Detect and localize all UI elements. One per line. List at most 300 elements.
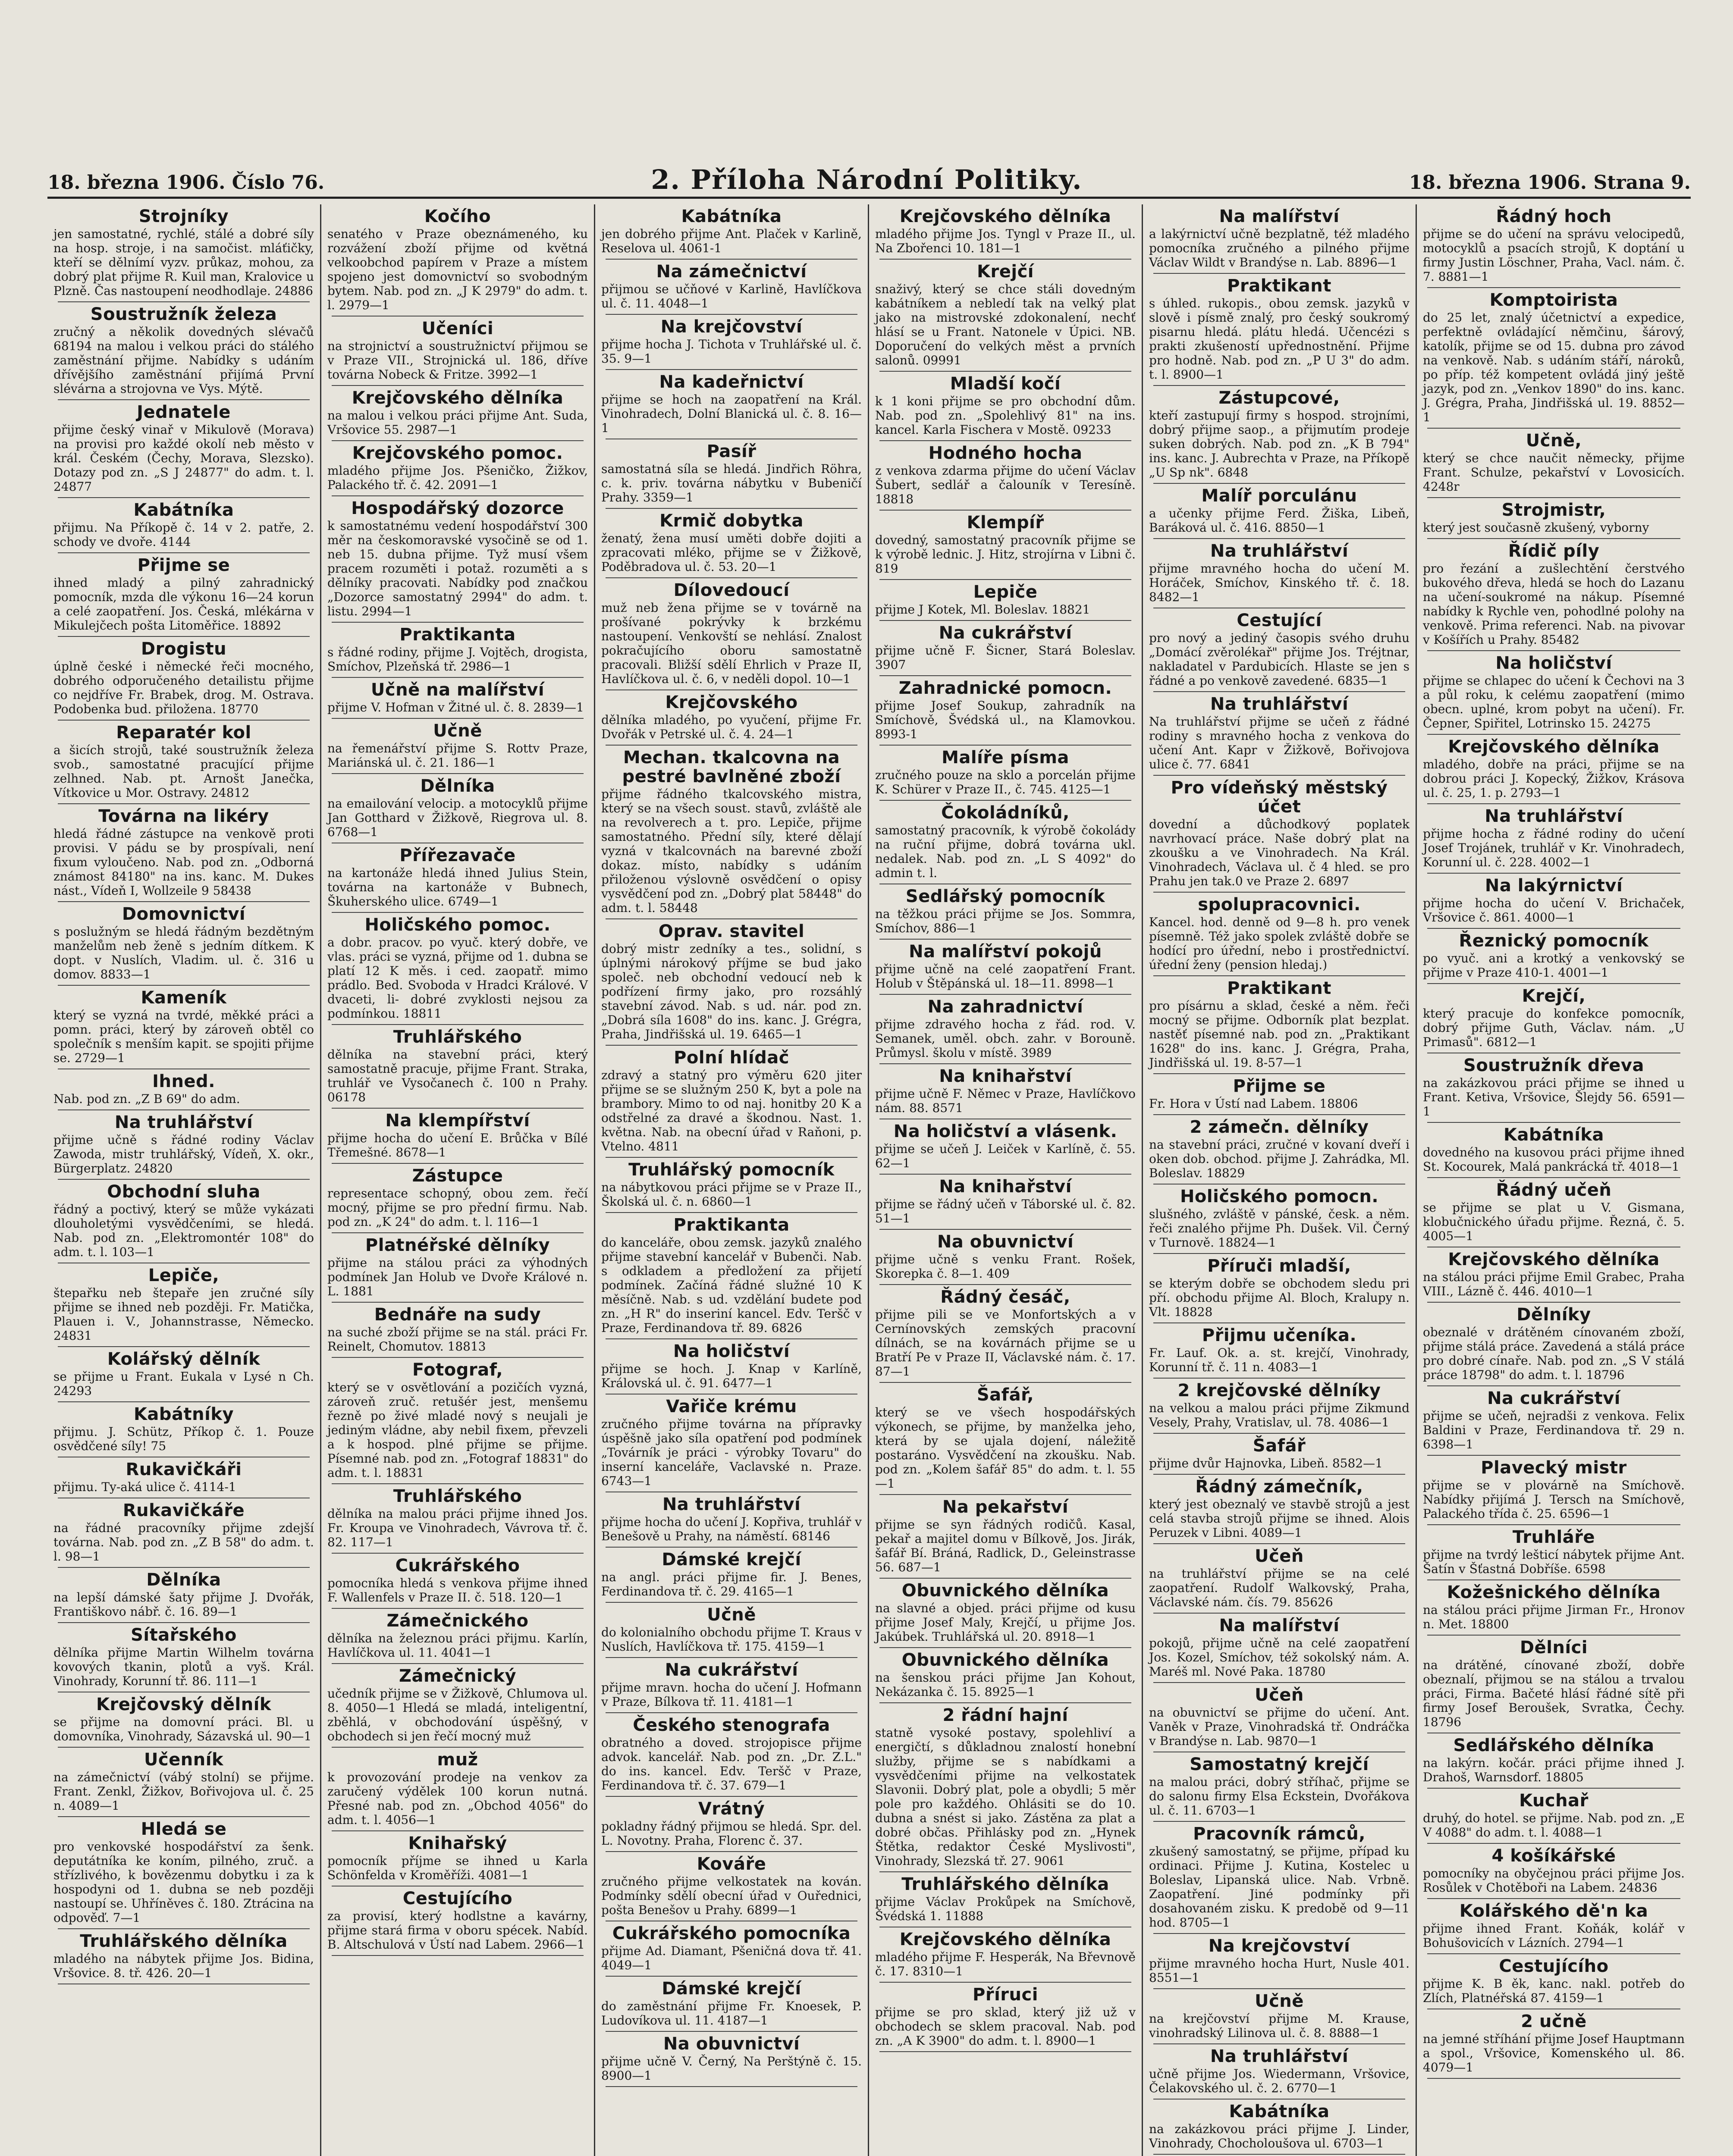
classified-ad bbox=[327, 207, 588, 312]
ad-heading: Plavecký mistr bbox=[1481, 1458, 1627, 1478]
ad-body: s úhled. rukopis., obou zemsk. jazyků v slově i písmě znalý, pro český soukromý pisarnu hledá. plátu hledá. Učencézi s prakti zkušeností upřednostnění. Přijme pro hodně. Nab. pod zn. „P U 3" do adm. t. l. 8900—1 bbox=[1149, 296, 1410, 382]
classified-ad bbox=[327, 319, 588, 382]
classified-ad bbox=[875, 1498, 1136, 1574]
ad-body: se přijme na domovní práci. Bl. u domovníka, Vinohrady, Sázavská ul. 90—1 bbox=[53, 1715, 314, 1743]
ad-body: se přijme se plat u V. Gismana, klobučnického úřadu přijme. Řezná, č. 5. 4005—1 bbox=[1423, 1200, 1685, 1243]
ad-heading: Pracovník rámců, bbox=[1193, 1824, 1366, 1844]
ad-body: který se chce naučit německy, přijme Frant. Schulze, pekařství v Lovosicích. 4248r bbox=[1423, 451, 1685, 494]
classified-ad bbox=[601, 1216, 862, 1335]
ad-heading: 2 učně bbox=[1521, 2012, 1587, 2031]
ad-body: na zakázkovou práci přijme J. Linder, Vinohrady, Chocholoušova ul. 6703—1 bbox=[1149, 2122, 1410, 2150]
classified-ad bbox=[327, 721, 588, 770]
ad-heading: Kováře bbox=[697, 1854, 766, 1874]
ad-body: statně vysoké postavy, spolehliví a energičtí, s důkladnou znalostí honební služby, přijme se s nabídkami a vysvědčeními přijme na velkostatek Slavonii. Dobrý plat, pole a obydli; 5 měr pole pro každého. Ohlásiti se do 10. dubna a snést si jako. Zástěna za plat a dobré občas. Přihlásky pod zn. „Hynek Štětka, redaktor České Myslivosti", Vinohrady, Slezská tř. 27. 9061 bbox=[875, 1726, 1136, 1868]
ad-heading: Na malířství pokojů bbox=[909, 942, 1102, 962]
ad-divider bbox=[606, 1657, 857, 1658]
ad-heading: Pasíř bbox=[706, 442, 757, 461]
ad-heading: Malíř porculánu bbox=[1201, 486, 1357, 506]
ad-body: dělníka mladého, po vyučení, přijme Fr. Dvořák v Petrské ul. č. 4. 24—1 bbox=[601, 713, 862, 741]
classified-ad bbox=[1149, 1077, 1410, 1111]
ad-heading: Na zámečnictví bbox=[656, 262, 807, 282]
classified-ad bbox=[1423, 737, 1685, 800]
ad-body: přijme se hoch na zaopatření na Král. Vinohradech, Dolní Blanická ul. č. 8. 16—1 bbox=[601, 392, 862, 435]
ad-divider bbox=[1153, 538, 1405, 539]
ad-divider bbox=[58, 803, 310, 804]
ad-body: obratného a doved. strojopisce přijme advok. kancelář. Nab. pod zn. „Dr. Z.L." do ins. kancel. Edv. Teršč v Praze, Ferdinandova tř. č. 37. 679—1 bbox=[601, 1736, 862, 1792]
classified-ad bbox=[1149, 1686, 1410, 1748]
ad-body: dovedný, samostatný pracovník přijme se k výrobě lednic. J. Hitz, strojírna v Libni č. 819 bbox=[875, 533, 1136, 576]
ad-heading: Lepiče, bbox=[148, 1266, 220, 1285]
classified-ad bbox=[1149, 1436, 1410, 1470]
ad-divider bbox=[1427, 928, 1680, 929]
ad-heading: Přijme se bbox=[1233, 1076, 1326, 1096]
ad-divider bbox=[879, 1647, 1131, 1648]
classified-ad bbox=[601, 2034, 862, 2083]
classified-ad bbox=[875, 444, 1136, 506]
classified-ad bbox=[1149, 1755, 1410, 1818]
ad-heading: Mladší kočí bbox=[950, 374, 1061, 394]
classified-columns bbox=[47, 204, 1691, 2156]
ad-body: přijme Josef Soukup, zahradník na Smíchově, Švédská ul., na Klamovkou. 8993-1 bbox=[875, 699, 1136, 741]
ad-divider bbox=[879, 1702, 1131, 1703]
ad-divider bbox=[332, 912, 584, 913]
ad-heading: Oprav. stavitel bbox=[658, 921, 805, 941]
ad-body: Kancel. hod. denně od 9—8 h. pro venek písemně. Též jako spolek zvláště dobře se hodící pro úřední, nebo i prostřednictví. úřední ženy (pension hledaj.) bbox=[1149, 915, 1410, 972]
classified-ad bbox=[1423, 1528, 1685, 1576]
ad-body: k 1 koni přijme se pro obchodní dům. Nab. pod zn. „Spolehlivý 81" na ins. kancel. Karla Fischera v Mostě. 09233 bbox=[875, 394, 1136, 437]
ad-divider bbox=[1427, 1635, 1680, 1636]
classified-ad bbox=[601, 1605, 862, 1654]
classified-ad bbox=[1149, 276, 1410, 382]
classified-ad bbox=[1149, 979, 1410, 1070]
ad-body: přijme ihned Frant. Koňák, kolář v Bohušovicích v Lázních. 2794—1 bbox=[1423, 1921, 1685, 1950]
ad-column bbox=[595, 204, 869, 2156]
ad-divider bbox=[879, 1982, 1131, 1983]
classified-ad bbox=[327, 1028, 588, 1104]
ad-divider bbox=[1427, 1524, 1680, 1525]
ad-heading: Na krejčovství bbox=[1208, 1936, 1350, 1956]
classified-ad bbox=[1423, 1791, 1685, 1839]
ad-body: přijme na stálou práci za výhodných podmínek Jan Holub ve Dvoře Králové n. L. 1881 bbox=[327, 1256, 588, 1298]
ad-divider bbox=[1427, 1177, 1680, 1178]
classified-ad bbox=[53, 1072, 314, 1106]
ad-heading: spolupracovnici. bbox=[1198, 895, 1361, 915]
ad-heading: Zámečnický bbox=[399, 1666, 517, 1686]
ad-heading: Továrna na likéry bbox=[98, 806, 269, 826]
classified-ad bbox=[601, 1855, 862, 1917]
ad-heading: Zástupce bbox=[412, 1166, 503, 1186]
ad-divider bbox=[58, 901, 310, 902]
ad-divider bbox=[879, 2051, 1131, 2052]
ad-heading: 2 řádní hajní bbox=[942, 1705, 1068, 1725]
ad-body: přijme se hoch. J. Knap v Karlíně, Královská ul. č. 91. 6477—1 bbox=[601, 1362, 862, 1390]
ad-heading: Cukrářského pomocníka bbox=[612, 1924, 851, 1943]
classified-ad bbox=[327, 1611, 588, 1660]
ad-divider bbox=[58, 1816, 310, 1817]
ad-body: na velkou a malou práci přijme Zikmund Vesely, Prahy, Vratislav, ul. 78. 4086—1 bbox=[1149, 1401, 1410, 1429]
ad-body: který pracuje do konfekce pomocník, dobrý přijme Guth, Václav. nám. „U Primasů". 6812—1 bbox=[1423, 1006, 1685, 1049]
ad-column bbox=[1143, 204, 1417, 2156]
ad-heading: Pro vídeňský městský účet bbox=[1171, 778, 1388, 817]
ad-divider bbox=[58, 1179, 310, 1180]
ad-body: který jest obeznalý ve stavbě strojů a jest celá stavba strojů přijme se ihned. Alois Peruzek v Libni. 4089—1 bbox=[1149, 1497, 1410, 1540]
ad-heading: Dělníka bbox=[146, 1570, 221, 1590]
ad-divider bbox=[879, 259, 1131, 260]
ad-heading: Obuvnického dělníka bbox=[901, 1581, 1109, 1601]
classified-ad bbox=[875, 1232, 1136, 1281]
ad-divider bbox=[879, 1382, 1131, 1383]
ad-divider bbox=[606, 689, 857, 690]
ad-divider bbox=[1153, 1322, 1405, 1323]
ad-heading: Na klempířství bbox=[385, 1111, 530, 1131]
ad-heading: Hospodářský dozorce bbox=[351, 498, 564, 518]
ad-body: ženatý, žena musí uměti dobře dojiti a zpracovati mléko, přijme se v Žižkově, Poděbradova ul. č. 53. 20—1 bbox=[601, 531, 862, 574]
classified-ad bbox=[53, 1932, 314, 1980]
classified-ad bbox=[53, 905, 314, 981]
ad-divider bbox=[1153, 1433, 1405, 1434]
ad-divider bbox=[1153, 2154, 1405, 2155]
ad-divider bbox=[332, 495, 584, 496]
ad-heading: Truhlářský pomocník bbox=[628, 1160, 835, 1180]
ad-heading: Rukavičkáře bbox=[122, 1501, 245, 1520]
classified-ad bbox=[1423, 1056, 1685, 1119]
ad-divider bbox=[879, 994, 1131, 995]
ad-heading: Učně bbox=[433, 721, 482, 741]
ad-divider bbox=[1427, 983, 1680, 984]
ad-heading: Rukavičkáři bbox=[126, 1460, 242, 1479]
ad-body: přijme K. B ěk, kanc. nakl. potřeb do Zlích, Platnéřská 87. 4159—1 bbox=[1423, 1977, 1685, 2005]
ad-divider bbox=[58, 1401, 310, 1402]
ad-divider bbox=[1427, 2078, 1680, 2079]
ad-divider bbox=[1427, 538, 1680, 539]
ad-heading: Přířezavače bbox=[399, 846, 516, 865]
classified-ad bbox=[327, 1834, 588, 1882]
ad-heading: Příruci bbox=[973, 1985, 1038, 2005]
ad-heading: Samostatný krejčí bbox=[1190, 1755, 1369, 1774]
ad-heading: Na kadeřnictví bbox=[659, 372, 804, 392]
classified-ad bbox=[327, 915, 588, 1021]
classified-ad bbox=[53, 1405, 314, 1453]
classified-ad bbox=[1423, 1125, 1685, 1174]
ad-divider bbox=[332, 1608, 584, 1609]
ad-body: senatého v Praze obeznámeného, ku rozvážení zboží přijme od květná velkoobchod papírem v Praze a místem spojeno jest domovnictví so svobodným bytem. Nab. pod zn. „J K 2979" do adm. t. l. 2979—1 bbox=[327, 227, 588, 312]
classified-ad bbox=[601, 1979, 862, 2028]
ad-divider bbox=[1153, 483, 1405, 484]
ad-divider bbox=[1153, 1988, 1405, 1989]
ad-body: přijme se chlapec do učení k Čechovi na 3 a půl roku, k celému zaopatření (mimo obecn. uplné, krom pobyt na učení). Fr. Čepner, Spiřitel, Lotrinsko 15. 24275 bbox=[1423, 674, 1685, 730]
ad-body: který se v osvětlování a pozičích vyzná, zároveň zruč. retušér jest, menšemu řezně po živé mladé nový s neujali je jediným vládne, aby nebil fixem, převzeli a k hospod. plné přijme se přijme. Písemné nab. pod zn. „Fotograf 18831" do adm. t. l. 18831 bbox=[327, 1380, 588, 1480]
classified-ad bbox=[53, 556, 314, 633]
ad-divider bbox=[332, 1302, 584, 1303]
classified-ad bbox=[1423, 1638, 1685, 1729]
ad-divider bbox=[1153, 1253, 1405, 1254]
ad-body: na malou práci, dobrý stříhač, přijme se do salonu firmy Elsa Eckstein, Dvořákova ul. č. 11. 6703—1 bbox=[1149, 1775, 1410, 1818]
classified-ad bbox=[1423, 431, 1685, 494]
ad-heading: Dělníka bbox=[420, 776, 495, 796]
classified-ad bbox=[601, 1550, 862, 1598]
ad-body: zdravý a statný pro výměru 620 jiter přijme se se služným 250 K, byt a pole na brambory. Mimo to od naj. honitby 20 K a odstřelné za dravé a škodnou. Nast. 1. května. Nab. na obecní úřad v Raňoni, p. Vtelno. 4811 bbox=[601, 1068, 862, 1153]
classified-ad bbox=[53, 1570, 314, 1619]
ad-body: dělníka na železnou práci přijmu. Karlín, Havlíčkova ul. 11. 4041—1 bbox=[327, 1631, 588, 1660]
ad-divider bbox=[606, 745, 857, 746]
ad-body: přijme hocha do učení V. Brichaček, Vršovice č. 861. 4000—1 bbox=[1423, 896, 1685, 924]
ad-heading: Na obuvnictví bbox=[937, 1232, 1074, 1252]
ad-heading: Platnéřské dělníky bbox=[365, 1235, 550, 1255]
classified-ad bbox=[327, 1305, 588, 1354]
ad-body: řádný a poctivý, který se může vykázati dlouholetými vysvědčeními, se hledá. Nab. pod zn. „Elektromontér 108" do adm. t. l. 103—1 bbox=[53, 1202, 314, 1259]
ad-heading: Krejčovského dělníka bbox=[899, 1930, 1111, 1949]
ad-heading: Příruči mladší, bbox=[1207, 1256, 1351, 1276]
classified-ad bbox=[875, 1651, 1136, 1699]
ad-body: přijme se v plovárně na Smíchově. Nabídky přijímá J. Tersch na Smíchově, Palackého třída č. 25. 6596—1 bbox=[1423, 1478, 1685, 1521]
ad-body: Na truhlářství přijme se učeň z řádné rodiny s mravného hocha z venkova do učení Ant. Kapr v Žižkově, Bořivojova ulice č. 77. 6841 bbox=[1149, 714, 1410, 771]
ad-divider bbox=[1427, 1385, 1680, 1386]
ad-body: který se vyzná na tvrdé, měkké práci a pomn. práci, který by zároveň obtěl co společník s menším kapit. se spojiti přijme se. 2729—1 bbox=[53, 1008, 314, 1065]
ad-heading: Kabátníka bbox=[681, 207, 782, 226]
ad-heading: Domovnictví bbox=[122, 904, 246, 924]
ad-divider bbox=[1427, 1953, 1680, 1954]
classified-ad bbox=[1149, 778, 1410, 888]
classified-ad bbox=[875, 942, 1136, 990]
ad-body: mladého přijme Jos. Pšeničko, Žižkov, Palackého tř. č. 42. 2091—1 bbox=[327, 464, 588, 492]
ad-body: přijme hocha J. Tichota v Truhlářské ul. č. 35. 9—1 bbox=[601, 337, 862, 366]
ad-body: na truhlářství přijme se na celé zaopatření. Rudolf Walkovský, Praha, Václavské nám. čís. 79. 85626 bbox=[1149, 1567, 1410, 1609]
ad-heading: Truhlářského bbox=[393, 1486, 522, 1506]
ad-divider bbox=[879, 1229, 1131, 1230]
ad-body: na kartonáže hledá ihned Julius Stein, továrna na kartonáže v Bubnech, Škuherského ulice. 6749—1 bbox=[327, 866, 588, 909]
ad-divider bbox=[332, 1886, 584, 1887]
classified-ad bbox=[1149, 1992, 1410, 2040]
ad-divider bbox=[1427, 1579, 1680, 1580]
classified-ad bbox=[1423, 1250, 1685, 1298]
ad-body: do zaměstnání přijme Fr. Knoesek, P. Ludovíkova ul. 11. 4187—1 bbox=[601, 1999, 862, 2028]
ad-body: přijme učně na celé zaopatření Frant. Holub v Štěpánská ul. 18—11. 8998—1 bbox=[875, 962, 1136, 990]
ad-heading: Učeň bbox=[1255, 1685, 1304, 1705]
classified-ad bbox=[1423, 1957, 1685, 2005]
classified-ad bbox=[53, 807, 314, 898]
classified-ad bbox=[1149, 1118, 1410, 1180]
ad-body: na lepší dámské šaty přijme J. Dvořák, Františkovo nábř. č. 16. 89—1 bbox=[53, 1590, 314, 1619]
ad-divider bbox=[606, 1157, 857, 1158]
ad-body: přijme se řádný učeň v Táborské ul. č. 82. 51—1 bbox=[875, 1197, 1136, 1225]
ad-divider bbox=[1427, 497, 1680, 498]
ad-heading: Na lakýrnictví bbox=[1485, 876, 1623, 896]
ad-body: přijmu. J. Schütz, Příkop č. 1. Pouze osvědčené síly! 75 bbox=[53, 1425, 314, 1453]
ad-body: přijme na tvrdý lešticí nábytek přijme Ant. Šatín v Šťastná Dobříše. 6598 bbox=[1423, 1548, 1685, 1576]
classified-ad bbox=[327, 1166, 588, 1229]
ad-body: na nábytkovou práci přijme se v Praze II., Školská ul. č. n. 6860—1 bbox=[601, 1180, 862, 1209]
ad-heading: Cestující bbox=[1237, 611, 1322, 630]
ad-heading: Krejčovského pomoc. bbox=[352, 443, 563, 463]
ad-body: a šicích strojů, také soustružník železa svob., samostatné pracující přijme zelhned. Nab. pt. Arnošt Janečka, Vítkovice u Mor. Ostravy. 24812 bbox=[53, 743, 314, 800]
ad-heading: Holičského pomoc. bbox=[364, 915, 551, 935]
ad-body: učně přijme Jos. Wiedermann, Vršovice, Čelakovského ul. č. 2. 6770—1 bbox=[1149, 2067, 1410, 2095]
ad-heading: Učeníci bbox=[421, 319, 494, 338]
classified-ad bbox=[1149, 1187, 1410, 1250]
ad-body: dělníka na stavební práci, který samostatně pracuje, přijme Frant. Straka, truhlář ve Vysočanech č. 100 n Prahy. 06178 bbox=[327, 1047, 588, 1104]
ad-divider bbox=[1427, 1843, 1680, 1844]
ad-body: přijme hocha z řádné rodiny do učení Josef Trojánek, truhlář v Kr. Vinohradech, Korunní ul. č. 228. 4002—1 bbox=[1423, 827, 1685, 869]
ad-divider bbox=[606, 259, 857, 260]
classified-ad bbox=[875, 262, 1136, 367]
ad-divider bbox=[1153, 892, 1405, 893]
classified-ad bbox=[53, 207, 314, 298]
ad-divider bbox=[879, 1284, 1131, 1285]
classified-ad bbox=[1423, 1305, 1685, 1382]
ad-heading: Učně bbox=[707, 1605, 756, 1625]
ad-heading: Kabátníka bbox=[133, 500, 234, 520]
classified-ad bbox=[53, 1626, 314, 1688]
ad-heading: Kočího bbox=[424, 207, 491, 226]
ad-body: Nab. pod zn. „Z B 69" do adm. bbox=[53, 1092, 240, 1106]
classified-ad bbox=[601, 442, 862, 505]
ad-body: úplně české i německé řeči mocného, dobrého odporučeného detailistu přijme co nejdříve Fr. Brabek, drog. M. Ostrava. Podobenka bud. přiložena. 18770 bbox=[53, 659, 314, 716]
ad-body: jen samostatné, rychlé, stálé a dobré síly na hosp. stroje, i na samočist. mláťičky, kteří se dělnímí vyzv. průkaz, mohou, za dobrý plat přijme R. Kuil man, Kralovice u Plzně. Čas nastoupení neodhodlaje. 24886 bbox=[53, 227, 314, 298]
ad-heading: Jednatele bbox=[137, 402, 231, 422]
classified-ad bbox=[53, 1820, 314, 1925]
ad-heading: muž bbox=[437, 1750, 478, 1770]
ad-heading: Na cukrářství bbox=[939, 623, 1072, 643]
classified-ad bbox=[875, 513, 1136, 576]
classified-ad bbox=[327, 1889, 588, 1952]
ad-body: na těžkou práci přijme se Jos. Sommra, Smíchov, 886—1 bbox=[875, 907, 1136, 935]
ad-heading: Cestujícího bbox=[402, 1889, 513, 1908]
ad-body: přijme Václav Prokůpek na Smíchově, Švédská 1. 11888 bbox=[875, 1895, 1136, 1923]
ad-heading: Cukrářského bbox=[395, 1556, 520, 1576]
ad-body: do kanceláře, obou zemsk. jazyků znalého přijme stavební kancelář v Bubenči. Nab. s odkladem a předložení za přijetí podmínek. Začíná řádné služné 10 K měsíčně. Nab. s ud. vzdělání budete pod zn. „H R" do inseriní kancel. Edv. Teršč v Praze, Ferdinandova tř. 89. 6826 bbox=[601, 1235, 862, 1335]
ad-heading: Na truhlářství bbox=[662, 1495, 801, 1514]
ad-body: a učenky přijme Ferd. Žiška, Libeň, Baráková ul. č. 416. 8850—1 bbox=[1149, 506, 1410, 535]
classified-ad bbox=[1149, 1616, 1410, 1679]
classified-ad bbox=[1423, 931, 1685, 980]
ad-divider bbox=[1153, 2099, 1405, 2100]
ad-divider bbox=[332, 385, 584, 386]
ad-heading: Hledá se bbox=[141, 1819, 227, 1839]
ad-heading: Lepiče bbox=[973, 582, 1038, 602]
ad-body: na zámečnictví (vábý stolní) se přijme. Frant. Zenkl, Žižkov, Bořivojova ul. č. 25 n. 4089—1 bbox=[53, 1770, 314, 1813]
ad-heading: Kolářský dělník bbox=[107, 1349, 261, 1369]
classified-ad bbox=[601, 1495, 862, 1543]
ad-divider bbox=[58, 720, 310, 721]
ad-heading: Kuchař bbox=[1519, 1791, 1589, 1811]
classified-ad bbox=[875, 748, 1136, 796]
classified-ad bbox=[875, 1930, 1136, 1978]
classified-ad bbox=[1423, 207, 1685, 284]
ad-divider bbox=[879, 1871, 1131, 1872]
ad-heading: Dělníci bbox=[1520, 1638, 1588, 1658]
ad-heading: Obuvnického dělníka bbox=[901, 1650, 1109, 1670]
ad-body: na slavné a objed. práci přijme od kusu přijme Josef Maly, Krejčí, u přijme Jos. Jakúbek. Truhlářská ul. 20. 8918—1 bbox=[875, 1601, 1136, 1644]
ad-divider bbox=[879, 510, 1131, 511]
ad-heading: Krejčovského dělníka bbox=[1448, 1250, 1660, 1269]
ad-divider bbox=[1427, 873, 1680, 874]
ad-heading: Malíře písma bbox=[942, 748, 1069, 768]
ad-divider bbox=[606, 508, 857, 509]
classified-ad bbox=[601, 262, 862, 310]
ad-heading: Na truhlářství bbox=[1485, 806, 1623, 826]
classified-ad bbox=[875, 997, 1136, 1060]
ad-body: pokojů, přijme učně na celé zaopatření Jos. Kozel, Smíchov, též sokolský nám. A. Maréš ml. Nové Paka. 18780 bbox=[1149, 1636, 1410, 1679]
ad-divider bbox=[1153, 1184, 1405, 1185]
ad-divider bbox=[1153, 1073, 1405, 1074]
ad-heading: Praktikanta bbox=[399, 625, 516, 645]
classified-ad bbox=[1149, 2102, 1410, 2150]
classified-ad bbox=[1423, 2012, 1685, 2075]
ad-heading: Sedlářský pomocník bbox=[905, 887, 1105, 906]
page-header bbox=[47, 164, 1691, 199]
ad-heading: Polní hlídač bbox=[674, 1048, 789, 1068]
classified-ad bbox=[327, 777, 588, 839]
classified-ad bbox=[875, 1581, 1136, 1644]
classified-ad bbox=[1149, 486, 1410, 535]
ad-divider bbox=[58, 1109, 310, 1110]
classified-ad bbox=[601, 1397, 862, 1488]
ad-body: kteří zastupují firmy s hospod. strojními, dobrý přijme saop., a přijmutím prodeje suken dobrých. Nab. pod zn. „K B 794" ins. kanc. J. Aubrechta v Praze, na Příkopě „U Sp nk". 6848 bbox=[1149, 408, 1410, 479]
ad-heading: Drogistu bbox=[141, 639, 227, 659]
ad-heading: Na holičství bbox=[1495, 653, 1612, 673]
ad-heading: Na holičství a vlásenk. bbox=[893, 1122, 1118, 1141]
ad-body: jen dobrého přijme Ant. Plaček v Karlině, Reselova ul. 4061-1 bbox=[601, 227, 862, 255]
ad-divider bbox=[332, 316, 584, 317]
ad-divider bbox=[332, 1108, 584, 1109]
ad-divider bbox=[332, 677, 584, 678]
ad-heading: Kabátníky bbox=[133, 1404, 234, 1424]
ad-heading: 4 košíkářské bbox=[1491, 1846, 1616, 1866]
ad-heading: Na zahradnictví bbox=[927, 997, 1083, 1017]
ad-heading: Kabátníka bbox=[1503, 1125, 1604, 1145]
ad-heading: Učeň bbox=[1255, 1546, 1304, 1566]
ad-heading: Praktikanta bbox=[673, 1215, 790, 1235]
header-date-issue: 18. března 1906. Číslo 76. bbox=[47, 172, 325, 194]
classified-ad bbox=[1149, 1381, 1410, 1429]
ad-divider bbox=[1153, 1682, 1405, 1683]
ad-heading: Mechan. tkalcovna na pestré bavlněné zboží bbox=[622, 748, 841, 787]
ad-heading: Bednáře na sudy bbox=[374, 1305, 541, 1325]
ad-body: pro nový a jediný časopis svého druhu „Domácí zvěrolékař" přijme Jos. Tréjtnar, nakladatel v Pardubicích. Hlaste se jen s řádné a po venkově zavedené. 6835—1 bbox=[1149, 631, 1410, 688]
classified-ad bbox=[53, 501, 314, 549]
ad-body: který jest současně zkušený, vyborny bbox=[1423, 520, 1649, 535]
ad-body: přijme se pro sklad, který již už v obchodech se sklem pracoval. Nab. pod zn. „A K 3900" do adm. t. l. 8900—1 bbox=[875, 2005, 1136, 2048]
classified-ad bbox=[1149, 2047, 1410, 2095]
ad-heading: Na cukrářství bbox=[665, 1660, 798, 1680]
ad-body: přijme učně F. Němec v Praze, Havlíčkovo nám. 88. 8571 bbox=[875, 1087, 1136, 1115]
classified-ad bbox=[327, 1750, 588, 1827]
ad-body: na emailování velocip. a motocyklů přijme Jan Gotthard v Žižkově, Riegrova ul. 8. 6768—1 bbox=[327, 796, 588, 839]
classified-ad bbox=[327, 1556, 588, 1604]
ad-body: pomocník příjme se ihned u Karla Schönfelda v Kroměříži. 4081—1 bbox=[327, 1854, 588, 1882]
ad-divider bbox=[332, 440, 584, 441]
ad-divider bbox=[879, 1174, 1131, 1175]
ad-body: přijme učně s venku Frant. Rošek, Skorepka č. 8—1. 409 bbox=[875, 1252, 1136, 1281]
ad-heading: Učně bbox=[1255, 1991, 1304, 2011]
ad-heading: Na truhlářství bbox=[1210, 694, 1349, 714]
ad-heading: Holičského pomocn. bbox=[1180, 1187, 1379, 1206]
ad-divider bbox=[332, 1747, 584, 1748]
ad-divider bbox=[606, 1796, 857, 1797]
ad-body: se kterým dobře se obchodem sledu pri pří. obchodu přijme Al. Bloch, Kralupy n. Vlt. 18828 bbox=[1149, 1276, 1410, 1319]
ad-heading: Kožešnického dělníka bbox=[1447, 1583, 1661, 1602]
ad-body: k samostatnému vedení hospodářství 300 měr na českomoravské vysočině se od 1. neb 15. dubna přijme. Tyž musí všem pracem rozuměti i potaž. rozuměti a s dělníky pracovati. Nabídky pod značkou „Dozorce samostatný 2994" do adm. t. listu. 2994—1 bbox=[327, 519, 588, 618]
ad-body: a dobr. pracov. po vyuč. který dobře, ve vlas. práci se vyzná, přijme od 1. dubna se platí 12 K měs. i ced. zaopatř. mimo prádlo. Bed. Svoboda v Hradci Králové. V dvaceti, li- dobré zvyklosti nejsou za podmínkou. 18811 bbox=[327, 935, 588, 1021]
ad-body: pro venkovské hospodářství za šenk. deputátníka ke koním, pilného, zruč. a střízlivého, k bovězenmu dobytku i za k hospodyni od 1. dubna se neb později nastoupí se. Uhříněves č. 180. Ztrácina na odpověď. 7—1 bbox=[53, 1839, 314, 1925]
ad-body: dělníka na malou práci přijme ihned Jos. Fr. Kroupa ve Vinohradech, Vávrova tř. č. 82. 117—1 bbox=[327, 1507, 588, 1549]
ad-heading: Učenník bbox=[144, 1750, 224, 1770]
ad-divider bbox=[1153, 975, 1405, 976]
ad-heading: Krejčovský dělník bbox=[96, 1695, 271, 1714]
ad-body: k provozování prodeje na venkov za zaručený výdělek 100 korun nutná. Přesné nab. pod zn. „Obchod 4056" do adm. t. l. 4056—1 bbox=[327, 1770, 588, 1827]
ad-body: po vyuč. ani a krotký a venkovský se přijme v Praze 410-1. 4001—1 bbox=[1423, 951, 1685, 980]
ad-body: který se ve všech hospodářských výkonech, se přijme, by manželka jeho, která by se ujala dojení, náležitě postaráno. Vysvědčení na zkoušku. Nab. pod zn. „Kolem šafář 85" do adm. t. l. 55—1 bbox=[875, 1405, 1136, 1491]
